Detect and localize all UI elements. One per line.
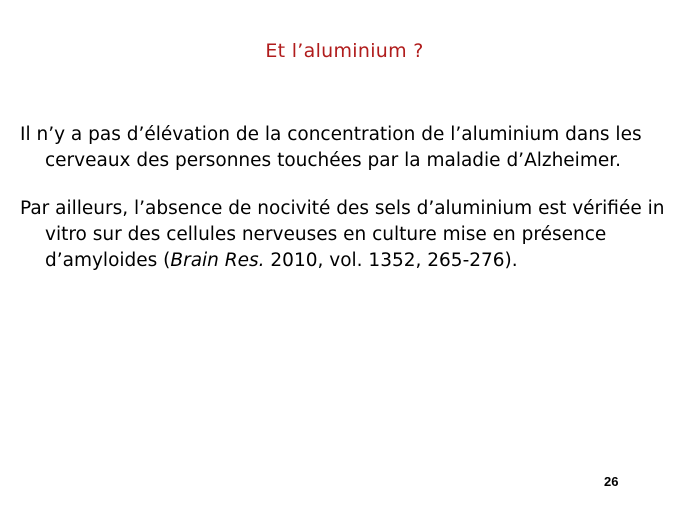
paragraph-in-vitro (20, 196, 670, 274)
paragraph-1-text: Il n’y a pas d’élévation de la concentration de l’aluminium dans les cerveaux des personnes touchées par la maladie d’Alzheimer. (20, 124, 642, 171)
paragraph-2-text-after: 2010, vol. 1352, 265-276). (264, 250, 518, 271)
page-number: 26 (604, 474, 619, 489)
paragraph-2-text-before: Par ailleurs, l’absence de nocivité des sels d’aluminium est vérifiée in vitro sur des cellules nerveuses en culture mise en présence d’amyloides ( (20, 198, 665, 271)
slide-title: Et l’aluminium ? (265, 40, 424, 62)
slide-body (20, 122, 670, 296)
journal-name: Brain Res. (170, 250, 265, 271)
paragraph-aluminium-concentration (20, 122, 670, 174)
